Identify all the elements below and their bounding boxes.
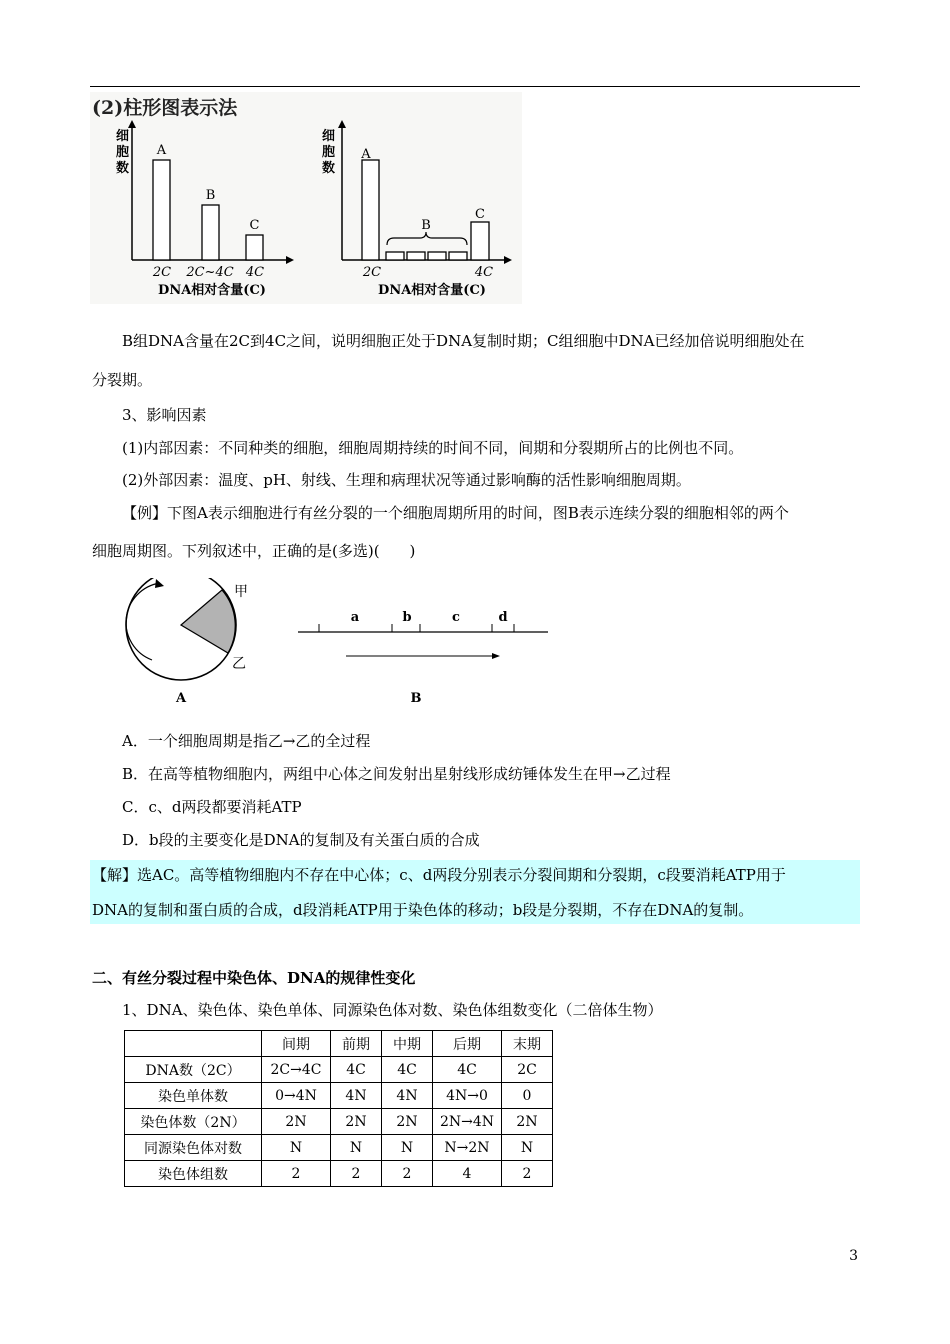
table-header-cell: 末期 (502, 1031, 553, 1057)
table-row (125, 1109, 553, 1135)
segment-label-c: c (452, 610, 460, 625)
direction-arrow-head (492, 653, 500, 659)
table-cell: 4N→0 (433, 1083, 502, 1109)
paragraph-external-factors: (2)外部因素：温度、pH、射线、生理和病理状况等通过影响酶的活性影响细胞周期。 (122, 471, 691, 489)
table-cell: 2 (502, 1161, 553, 1187)
chart1-bar-label-B: B (205, 188, 216, 203)
table-cell: 2 (382, 1161, 433, 1187)
option-a: A．一个细胞周期是指乙→乙的全过程 (122, 732, 371, 750)
chart2-bar-C (471, 222, 489, 260)
table-header-cell: 中期 (382, 1031, 433, 1057)
chart2-bar-label-C: C (475, 207, 485, 222)
bar-chart-figure (90, 92, 522, 304)
table-cell: 2N (262, 1109, 331, 1135)
table-header-row (125, 1031, 553, 1057)
chart2-bar-B1 (386, 252, 404, 260)
answer-line1: 【解】选AC。高等植物细胞内不存在中心体；c、d两段分别表示分裂间期和分裂期，c段要消耗ATP用于 (92, 866, 786, 884)
chart1-ylabel-2: 胞 (116, 145, 130, 160)
chart2-bar-B2 (407, 252, 425, 260)
chart2-xlabel: DNA相对含量(C) (378, 283, 486, 298)
example-question-line2: 细胞周期图。下列叙述中，正确的是(多选)( ) (92, 542, 416, 560)
chart2-bar-B3 (428, 252, 446, 260)
chart2-tick-4c: 4C (474, 265, 494, 280)
chart2-ylabel-1: 细 (322, 129, 336, 144)
paragraph-factors-heading: 3、影响因素 (122, 406, 207, 424)
table-cell: 4N (331, 1083, 382, 1109)
chart2-tick-2c: 2C (362, 265, 382, 280)
table-header-cell: 前期 (331, 1031, 382, 1057)
chart2-bar-label-B: B (421, 218, 431, 233)
label-yi: 乙 (232, 656, 246, 672)
chart2-bar-label-A: A (361, 147, 371, 162)
table-cell: 0→4N (262, 1083, 331, 1109)
figure-heading: (2)柱形图表示法 (92, 97, 238, 119)
table-row (125, 1161, 553, 1187)
table-cell: 2 (262, 1161, 331, 1187)
option-d: D．b段的主要变化是DNA的复制及有关蛋白质的合成 (122, 831, 480, 849)
table-header-cell (125, 1031, 262, 1057)
table-row-header: 染色单体数 (125, 1083, 262, 1109)
chart1-bar-A (153, 160, 170, 260)
chart1-ylabel-3: 数 (116, 161, 130, 176)
figure-b-timeline (298, 610, 548, 706)
table-row-header: 同源染色体对数 (125, 1135, 262, 1161)
chart1-tick-2c-4c: 2C~4C (186, 265, 234, 280)
table-cell: N (502, 1135, 553, 1161)
chart1-bar-label-C: C (249, 218, 260, 233)
table-cell: 2 (331, 1161, 382, 1187)
chart1-ylabel-1: 细 (116, 129, 130, 144)
segment-label-b: b (402, 610, 412, 625)
table-cell: N→2N (433, 1135, 502, 1161)
table-row (125, 1057, 553, 1083)
cell-cycle-figure (118, 578, 558, 708)
table-row-header: 染色体数（2N） (125, 1109, 262, 1135)
chart1-bar-B (202, 205, 219, 260)
chart1-xlabel: DNA相对含量(C) (158, 283, 266, 298)
paragraph-internal-factors: (1)内部因素：不同种类的细胞，细胞周期持续的时间不同，间期和分裂期所占的比例也不同。 (122, 439, 744, 457)
table-cell: 4N (382, 1083, 433, 1109)
section2-heading: 二、有丝分裂过程中染色体、DNA的规律性变化 (92, 969, 416, 987)
label-figure-a: A (175, 691, 187, 706)
chart2-ylabel-3: 数 (322, 161, 336, 176)
paragraph-bc-groups-line1: B组DNA含量在2C到4C之间，说明细胞正处于DNA复制时期；C组细胞中DNA已经加倍说明细胞处在 (122, 332, 805, 350)
table-cell: N (331, 1135, 382, 1161)
chart1-tick-4c: 4C (245, 265, 265, 280)
label-jia: 甲 (234, 584, 248, 600)
chart2-ylabel-2: 胞 (322, 145, 336, 160)
table-header-cell: 间期 (262, 1031, 331, 1057)
chart1-bar-label-A: A (156, 143, 167, 158)
chromosome-change-table (124, 1030, 553, 1187)
table-cell: 4 (433, 1161, 502, 1187)
table-header-cell: 后期 (433, 1031, 502, 1057)
option-b: B．在高等植物细胞内，两组中心体之间发射出星射线形成纺锤体发生在甲→乙过程 (122, 765, 671, 783)
segment-label-d: d (498, 610, 508, 625)
table-cell: 0 (502, 1083, 553, 1109)
table-row-header: DNA数（2C） (125, 1057, 262, 1083)
table-cell: 2N (382, 1109, 433, 1135)
figure-a-circle (126, 578, 248, 706)
segment-label-a: a (350, 610, 360, 625)
table-cell: 2N (502, 1109, 553, 1135)
answer-line2: DNA的复制和蛋白质的合成，d段消耗ATP用于染色体的移动；b段是分裂期，不存在DNA的复制。 (92, 901, 754, 919)
table-cell: 4C (331, 1057, 382, 1083)
table-cell: 2N (331, 1109, 382, 1135)
table-cell: 2C (502, 1057, 553, 1083)
page-number: 3 (849, 1248, 858, 1264)
option-c: C．c、d两段都要消耗ATP (122, 798, 302, 816)
table-cell: N (262, 1135, 331, 1161)
table-cell: N (382, 1135, 433, 1161)
example-question-line1: 【例】下图A表示细胞进行有丝分裂的一个细胞周期所用的时间，图B表示连续分裂的细胞相邻的两个 (122, 504, 789, 522)
table-row-header: 染色体组数 (125, 1161, 262, 1187)
section2-subheading: 1、DNA、染色体、染色单体、同源染色体对数、染色体组数变化（二倍体生物） (122, 1001, 663, 1019)
paragraph-bc-groups-line2: 分裂期。 (92, 371, 153, 389)
table-row (125, 1135, 553, 1161)
table-row (125, 1083, 553, 1109)
table-cell: 4C (382, 1057, 433, 1083)
table-cell: 2N→4N (433, 1109, 502, 1135)
table-cell: 4C (433, 1057, 502, 1083)
chart1-bar-C (246, 235, 263, 260)
label-figure-b: B (410, 691, 422, 706)
chart2-bar-B4 (449, 252, 467, 260)
chart1-tick-2c: 2C (152, 265, 172, 280)
header-rule (90, 86, 860, 87)
chart2-bar-A (362, 160, 379, 260)
table-cell: 2C→4C (262, 1057, 331, 1083)
